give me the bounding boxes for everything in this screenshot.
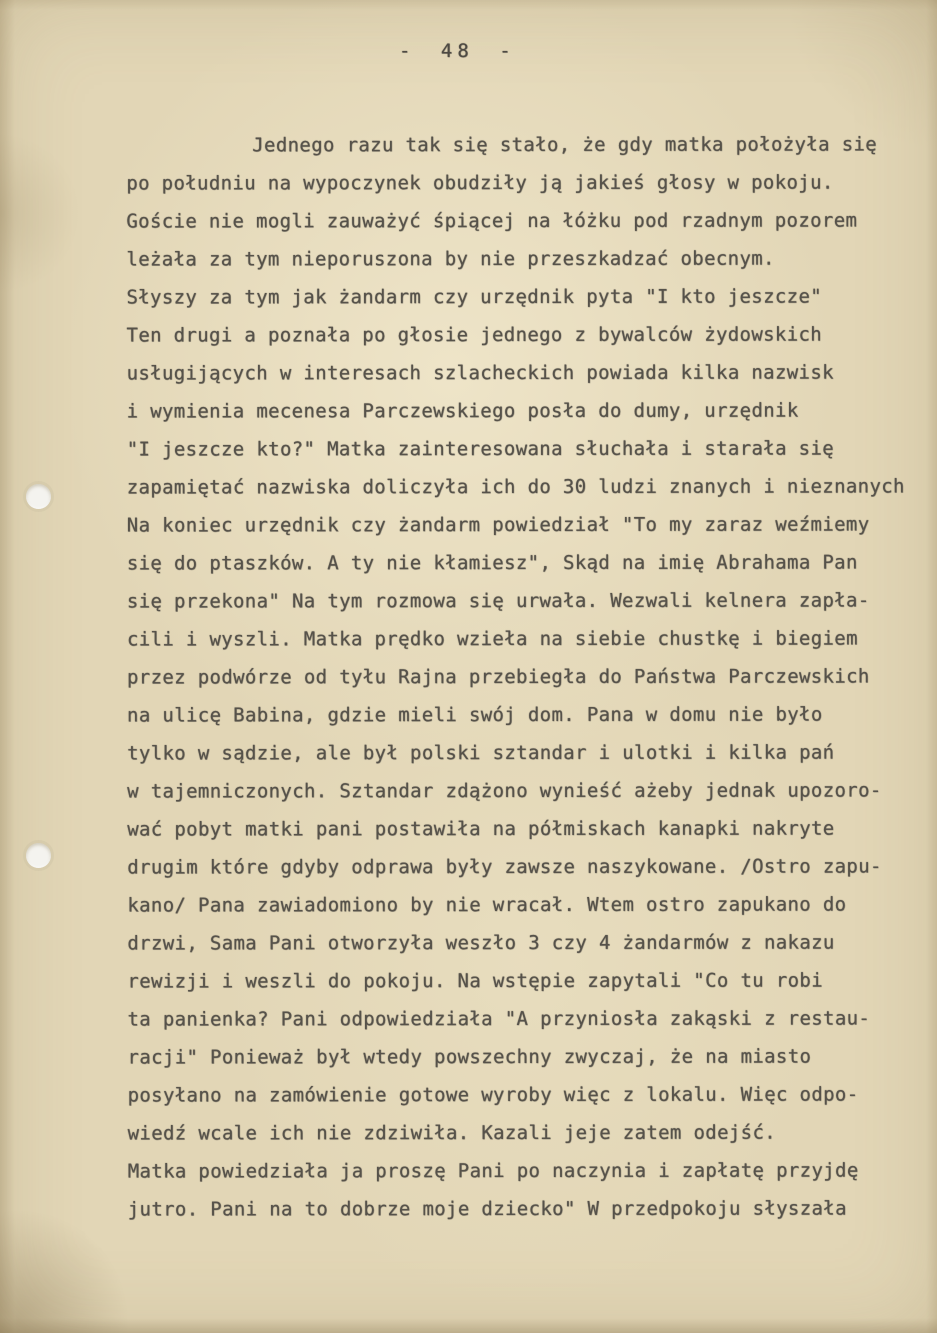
typewritten-line: jutro. Pani na to dobrze moje dziecko" W przedpokoju słyszała <box>127 1197 847 1221</box>
typewritten-line: ta panienka? Pani odpowiedziała "A przyniosła zakąski z restau- <box>127 1007 871 1031</box>
typewritten-line: Na koniec urzędnik czy żandarm powiedział "To my zaraz weźmiemy <box>126 513 870 537</box>
typewritten-line: i wymienia mecenesa Parczewskiego posła do dumy, urzędnik <box>126 399 799 423</box>
typewritten-line: Goście nie mogli zauważyć śpiącej na łóżku pod rzadnym pozorem <box>126 209 858 233</box>
typewritten-line: się przekona" Na tym rozmowa się urwała. Wezwali kelnera zapła- <box>126 589 870 613</box>
typewritten-line: przez podwórze od tyłu Rajna przebiegła do Państwa Parczewskich <box>126 665 870 689</box>
typewritten-line: drzwi, Sama Pani otworzyła weszło 3 czy 4 żandarmów z nakazu <box>127 931 835 955</box>
typewritten-line: Matka powiedziała ja proszę Pani po naczynia i zapłatę przyjdę <box>127 1159 859 1183</box>
typewritten-line: na ulicę Babina, gdzie mieli swój dom. Pana w domu nie było <box>127 703 823 727</box>
hole-punch-top <box>26 484 51 509</box>
typewritten-line: wiedź wcale ich nie zdziwiła. Kazali jeje zatem odejść. <box>127 1121 777 1145</box>
typewritten-line: w tajemniczonych. Sztandar zdążono wynieść ażeby jednak upozoro- <box>127 779 882 803</box>
typewritten-text <box>126 125 928 1228</box>
typewritten-line: kano/ Pana zawiadomiono by nie wracał. Wtem ostro zapukano do <box>127 893 847 917</box>
typewritten-line: zapamiętać nazwiska doliczyła ich do 30 ludzi znanych i nieznanych <box>126 475 905 499</box>
typewritten-line: Słyszy za tym jak żandarm czy urzędnik pyta "I kto jeszcze" <box>126 285 823 309</box>
typewritten-line: drugim które gdyby odprawa były zawsze naszykowane. /Ostro zapu- <box>127 855 882 879</box>
typewritten-line: tylko w sądzie, ale był polski sztandar i ulotki i kilka pań <box>127 741 835 765</box>
typewritten-line: Ten drugi a poznała po głosie jednego z bywalców żydowskich <box>126 323 823 347</box>
typewritten-line: racji" Ponieważ był wtedy powszechny zwyczaj, że na miasto <box>127 1045 812 1069</box>
typewritten-line: cili i wyszli. Matka prędko wzieła na siebie chustkę i biegiem <box>126 627 858 651</box>
page-number: - 48 - <box>399 40 516 62</box>
typewritten-line: się do ptaszków. A ty nie kłamiesz", Skąd na imię Abrahama Pan <box>126 551 858 575</box>
typewritten-line: usługijących w interesach szlacheckich powiada kilka nazwisk <box>126 361 834 385</box>
typewritten-line: rewizji i weszli do pokoju. Na wstępie zapytali "Co tu robi <box>127 969 824 993</box>
hole-punch-bottom <box>26 843 51 868</box>
typewritten-line: leżała za tym nieporuszona by nie przeszkadzać obecnym. <box>126 247 775 271</box>
typewritten-line: Jednego razu tak się stało, że gdy matka położyła się <box>252 133 878 157</box>
typewritten-line: posyłano na zamówienie gotowe wyroby więc z lokalu. Więc odpo- <box>127 1083 859 1107</box>
typewritten-line: "I jeszcze kto?" Matka zainteresowana słuchała i starała się <box>126 437 835 461</box>
typewritten-line: wać pobyt matki pani postawiła na półmiskach kanapki nakryte <box>127 817 835 841</box>
typewritten-line: po południu na wypoczynek obudziły ją jakieś głosy w pokoju. <box>126 171 834 195</box>
